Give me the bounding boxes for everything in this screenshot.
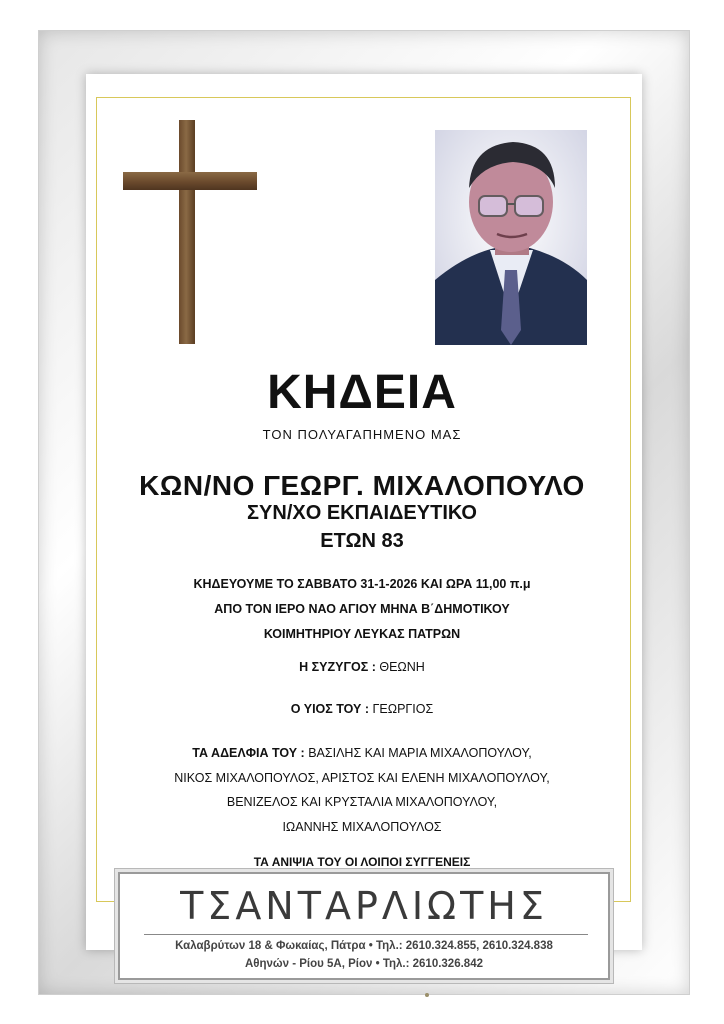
siblings-line-1 xyxy=(0,746,724,760)
son-name: ΓΕΩΡΓΙΟΣ xyxy=(372,702,434,716)
deceased-age: ΕΤΩΝ 83 xyxy=(320,530,404,552)
siblings-line-4: ΙΩΑΝΝΗΣ ΜΙΧΑΛΟΠΟΥΛΟΣ xyxy=(282,820,442,834)
funeral-church: ΑΠΟ ΤΟΝ ΙΕΡΟ ΝΑΟ ΑΓΙΟΥ ΜΗΝΑ Β΄ΔΗΜΟΤΙΚΟΥ xyxy=(214,602,510,616)
siblings-label: ΤΑ ΑΔΕΛΦΙΑ ΤΟΥ : xyxy=(192,746,305,760)
funeral-cemetery: ΚΟΙΜΗΤΗΡΙΟΥ ΛΕΥΚΑΣ ΠΑΤΡΩΝ xyxy=(263,627,461,641)
siblings-line-3: ΒΕΝΙΖΕΛΟΣ ΚΑΙ ΚΡΥΣΤΑΛΙΑ ΜΙΧΑΛΟΠΟΥΛΟΥ, xyxy=(226,795,498,809)
spouse-name: ΘΕΩΝΗ xyxy=(379,660,425,674)
siblings-names-1: ΒΑΣΙΛΗΣ ΚΑΙ ΜΑΡΙΑ ΜΙΧΑΛΟΠΟΥΛΟΥ, xyxy=(308,746,532,760)
nieces-line: ΤΑ ΑΝΙΨΙΑ ΤΟΥ ΟΙ ΛΟΙΠΟΙ ΣΥΓΓΕΝΕΙΣ xyxy=(253,855,471,869)
deceased-name: ΚΩΝ/ΝΟ ΓΕΩΡΓ. ΜΙΧΑΛΟΠΟΥΛΟ xyxy=(139,470,585,501)
funeral-home-logo: ΤΣΑΝΤΑΡΛΙΩΤΗΣ xyxy=(180,884,548,928)
footer-divider xyxy=(144,934,588,935)
portrait-photo xyxy=(435,130,587,345)
notice-subtitle: ΤΟΝ ΠΟΛΥΑΓΑΠΗΜΕΝΟ ΜΑΣ xyxy=(262,427,462,442)
spouse-line xyxy=(0,660,724,674)
footer-address-2: Αθηνών - Ρίου 5Α, Ρίον • Τηλ.: 2610.326.842 xyxy=(244,958,483,970)
deceased-role: ΣΥΝ/ΧΟ ΕΚΠΑΙΔΕΥΤΙΚΟ xyxy=(247,502,477,524)
siblings-line-2: ΝΙΚΟΣ ΜΙΧΑΛΟΠΟΥΛΟΣ, ΑΡΙΣΤΟΣ ΚΑΙ ΕΛΕΝΗ ΜΙΧΑΛΟΠΟΥΛΟΥ, xyxy=(174,771,550,785)
son-line xyxy=(0,702,724,716)
son-label: Ο ΥΙΟΣ ΤΟΥ : xyxy=(290,702,370,716)
footer-address-1: Καλαβρύτων 18 & Φωκαίας, Πάτρα • Τηλ.: 2610.324.855, 2610.324.838 xyxy=(175,940,553,952)
spouse-label: Η ΣΥΖΥΓΟΣ : xyxy=(299,660,376,674)
funeral-home-footer xyxy=(118,872,610,980)
funeral-time: ΚΗΔΕΥΟΥΜΕ ΤΟ ΣΑΒΒΑΤΟ 31-1-2026 ΚΑΙ ΩΡΑ 11,00 π.μ xyxy=(193,577,531,591)
bottom-dot xyxy=(425,993,429,997)
notice-title: ΚΗΔΕΙΑ xyxy=(267,366,457,419)
